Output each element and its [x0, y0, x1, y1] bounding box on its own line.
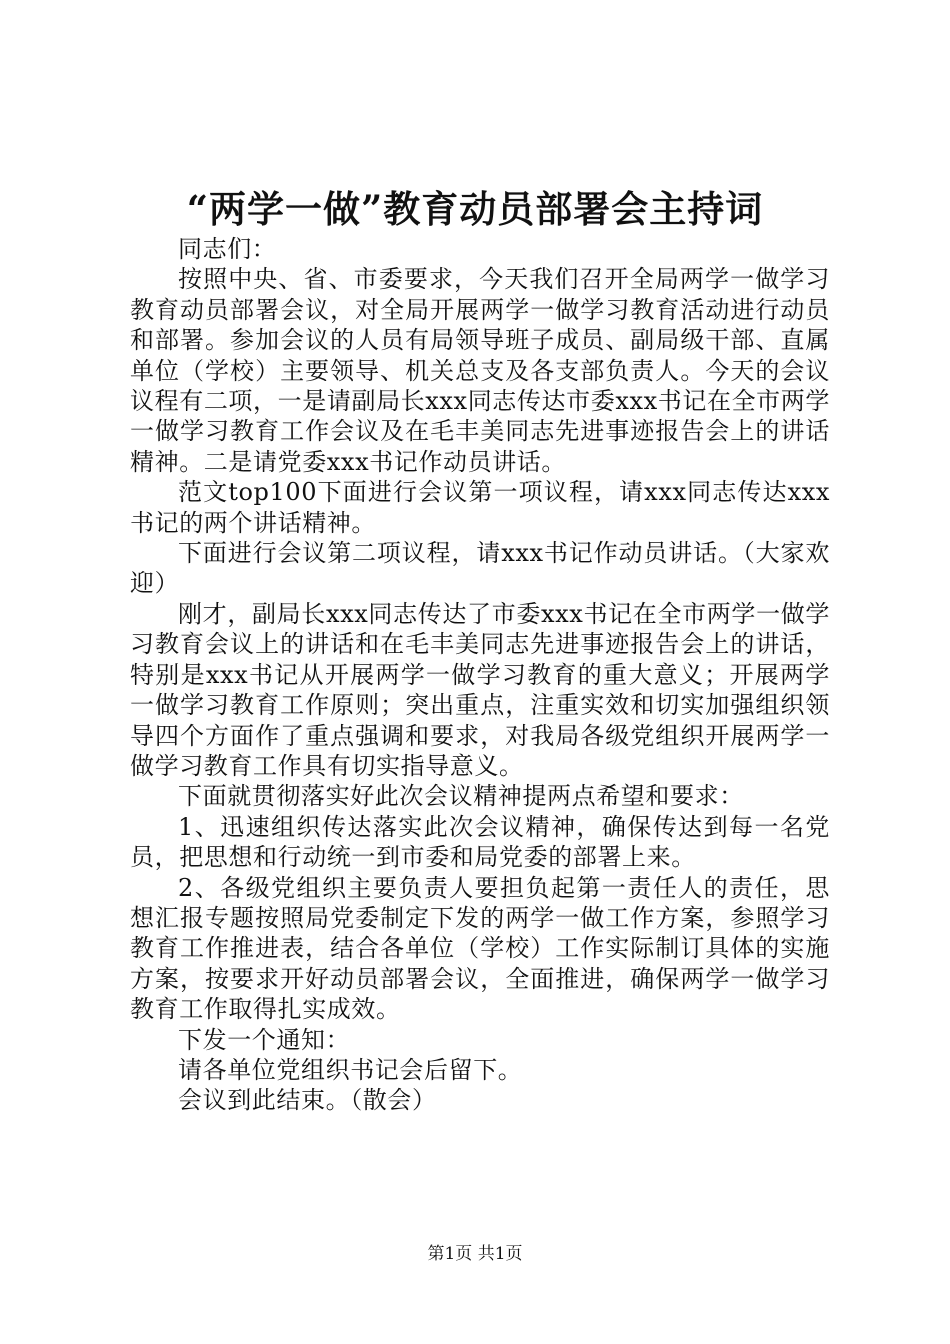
requirements-intro-paragraph: 下面就贯彻落实好此次会议精神提两点希望和要求： — [178, 782, 744, 811]
notice-paragraph: 下发一个通知： — [178, 1025, 351, 1054]
requirement-one-paragraph: 1、迅速组织传达落实此次会议精神，确保传达到每一名党员，把思想和行动统一到市委和局党委的部署上来。 — [130, 812, 830, 872]
agenda-item-one-paragraph: 范文top100下面进行会议第一项议程，请xxx同志传达xxx书记的两个讲话精神。 — [130, 478, 830, 537]
page-footer: 第1页 共1页 — [427, 1244, 523, 1264]
summary-paragraph: 刚才，副局长xxx同志传达了市委xxx书记在全市两学一做学习教育会议上的讲话和在毛丰美同志先进事迹报告会上的讲话，特别是xxx书记从开展两学一做学习教育的重大意义；开展两学一做学习教育工作原则；突出重点，注重实效和切实加强组织领导四个方面作了重点强调和要求，对我局各级党组织开展两学一做学习教育工作具有切实指导意义。 — [130, 599, 830, 780]
document-title: “两学一做”教育动员部署会主持词 — [186, 187, 764, 231]
meeting-intro-paragraph: 按照中央、省、市委要求，今天我们召开全局两学一做学习教育动员部署会议，对全局开展两学一做学习教育活动进行动员和部署。参加会议的人员有局领导班子成员、副局级干部、直属单位（学校）主要领导、机关总支及各支部负责人。今天的会议议程有二项，一是请副局长xxx同志传达市委xxx书记在全市两学一做学习教育工作会议及在毛丰美同志先进事迹报告会上的讲话精神。二是请党委xxx书记作动员讲话。 — [130, 265, 830, 476]
closing-paragraph: 会议到此结束。（散会） — [178, 1086, 437, 1115]
requirement-two-paragraph: 2、各级党组织主要负责人要担负起第一责任人的责任，思想汇报专题按照局党委制定下发的两学一做工作方案，参照学习教育工作推进表，结合各单位（学校）工作实际制订具体的实施方案，按要求开好动员部署会议，全面推进，确保两学一做学习教育工作取得扎实成效。 — [130, 873, 830, 1024]
salutation-paragraph: 同志们： — [178, 235, 277, 263]
document-body — [130, 234, 830, 1116]
notice-detail-paragraph: 请各单位党组织书记会后留下。 — [178, 1055, 523, 1084]
agenda-item-two-paragraph: 下面进行会议第二项议程，请xxx书记作动员讲话。（大家欢迎） — [130, 539, 830, 598]
